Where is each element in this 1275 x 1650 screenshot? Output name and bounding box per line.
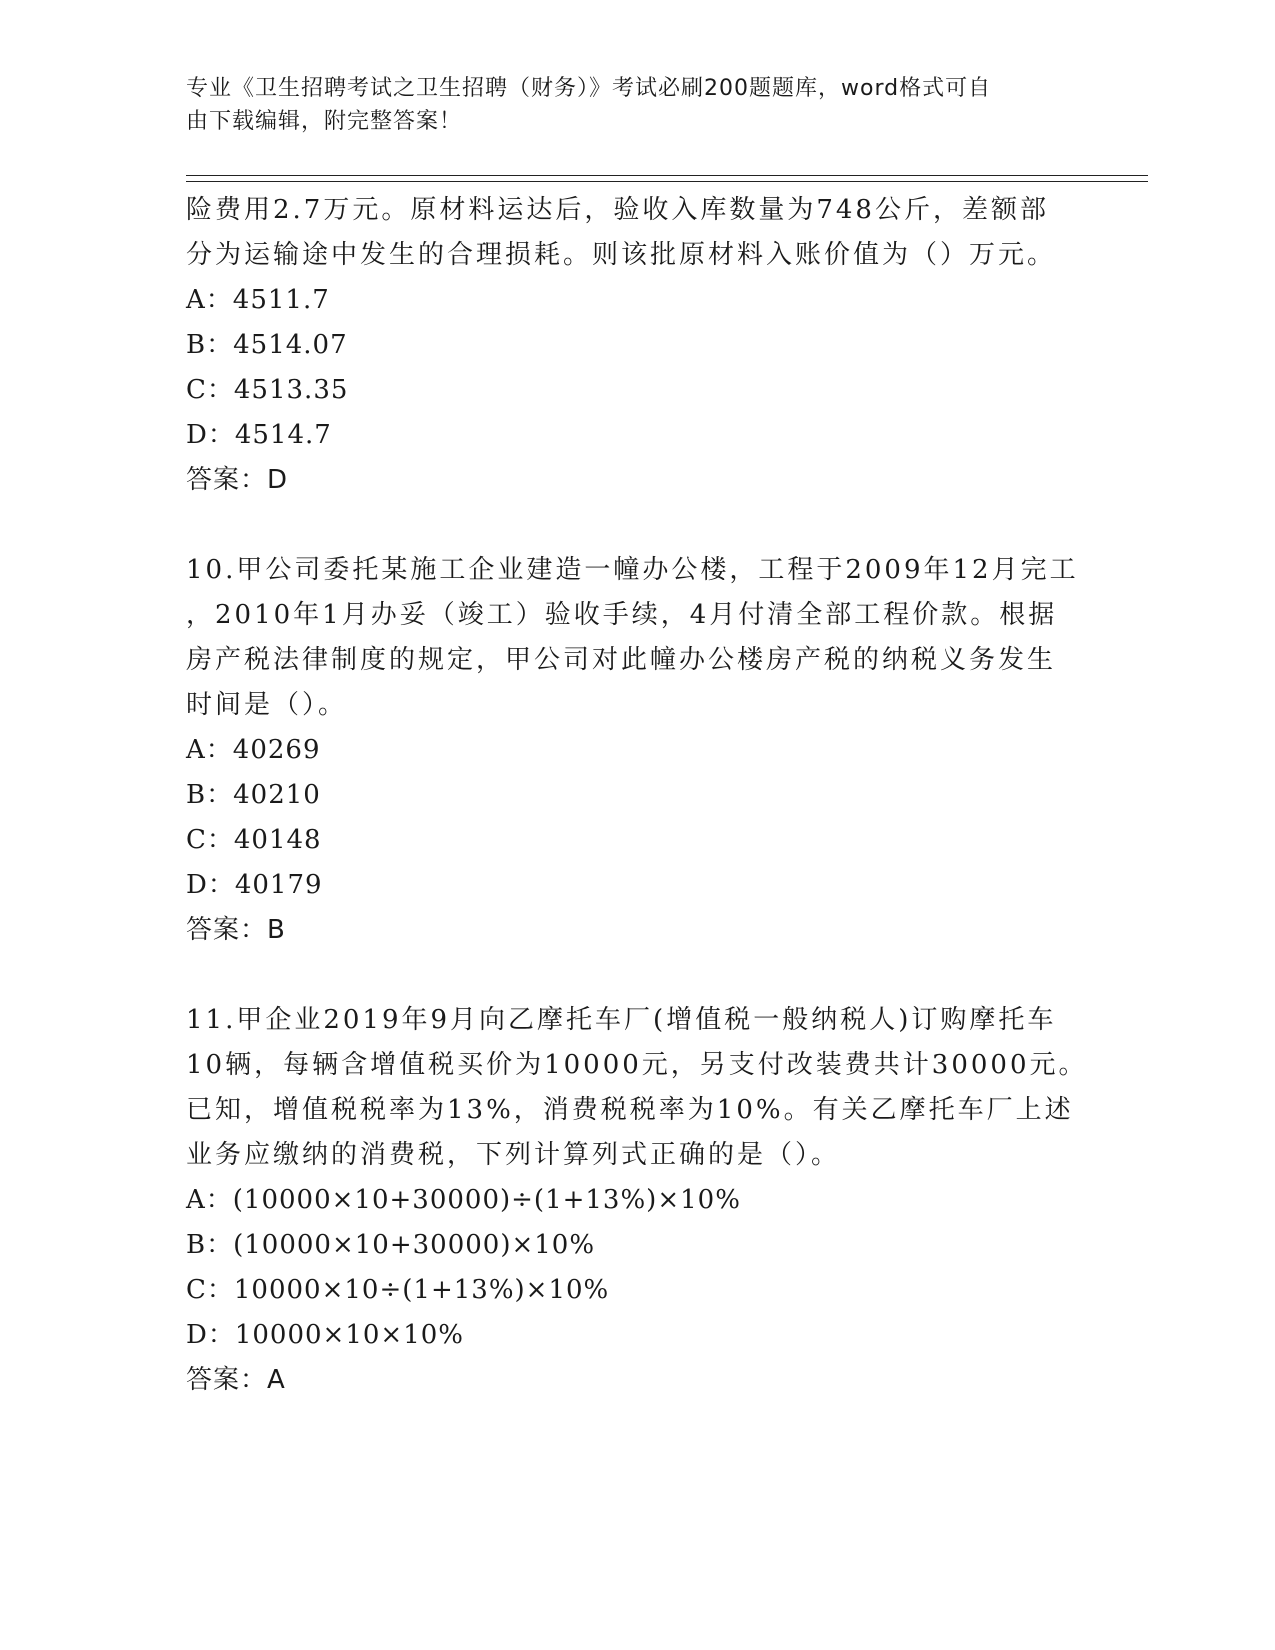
document-header (186, 72, 1066, 138)
answer-label: 答案：A (186, 1365, 286, 1395)
answer-label: 答案：D (186, 465, 289, 495)
option-a: A：4511.7 (186, 285, 330, 315)
option-d: D：10000×10×10% (186, 1320, 464, 1350)
option-c: C：4513.35 (186, 375, 349, 405)
question-text-line: ，2010年1月办妥（竣工）验收手续，4月付清全部工程价款。根据 (186, 600, 1058, 630)
option-d: D：4514.7 (186, 420, 332, 450)
option-c: C：40148 (186, 825, 322, 855)
question-text-line: 10辆，每辆含增值税买价为10000元，另支付改装费共计30000元。 (186, 1050, 1088, 1080)
question-10 (186, 548, 1086, 953)
question-11 (186, 998, 1086, 1403)
question-text-line: 分为运输途中发生的合理损耗。则该批原材料入账价值为（）万元。 (186, 240, 1057, 270)
header-title-line-2: 由下载编辑，附完整答案！ (186, 109, 463, 134)
option-a: A：(10000×10+30000)÷(1+13%)×10% (186, 1185, 741, 1215)
question-text-line: 已知，增值税税率为13%，消费税税率为10%。有关乙摩托车厂上述 (186, 1095, 1074, 1125)
spacer (186, 503, 1086, 548)
option-b: B：4514.07 (186, 330, 348, 360)
spacer (186, 953, 1086, 998)
option-c: C：10000×10÷(1+13%)×10% (186, 1275, 610, 1305)
question-text-line: 时间是（）。 (186, 690, 348, 720)
question-9 (186, 188, 1086, 503)
option-a: A：40269 (186, 735, 321, 765)
option-b: B：40210 (186, 780, 321, 810)
question-text-line: 房产税法律制度的规定，甲公司对此幢办公楼房产税的纳税义务发生 (186, 645, 1057, 675)
question-text-line: 10.甲公司委托某施工企业建造一幢办公楼，工程于2009年12月完工 (186, 555, 1079, 585)
header-title-line-1: 专业《卫生招聘考试之卫生招聘（财务）》考试必刷200题题库，word格式可自 (186, 76, 992, 101)
header-divider-top (186, 175, 1148, 176)
question-text-line: 11.甲企业2019年9月向乙摩托车厂(增值税一般纳税人)订购摩托车 (186, 1005, 1057, 1035)
question-text-line: 业务应缴纳的消费税，下列计算列式正确的是（）。 (186, 1140, 841, 1170)
document-body (186, 188, 1086, 1403)
option-b: B：(10000×10+30000)×10% (186, 1230, 596, 1260)
answer-label: 答案：B (186, 915, 286, 945)
question-text-line: 险费用2.7万元。原材料运达后，验收入库数量为748公斤，差额部 (186, 195, 1049, 225)
option-d: D：40179 (186, 870, 323, 900)
header-divider-bottom (186, 181, 1148, 182)
